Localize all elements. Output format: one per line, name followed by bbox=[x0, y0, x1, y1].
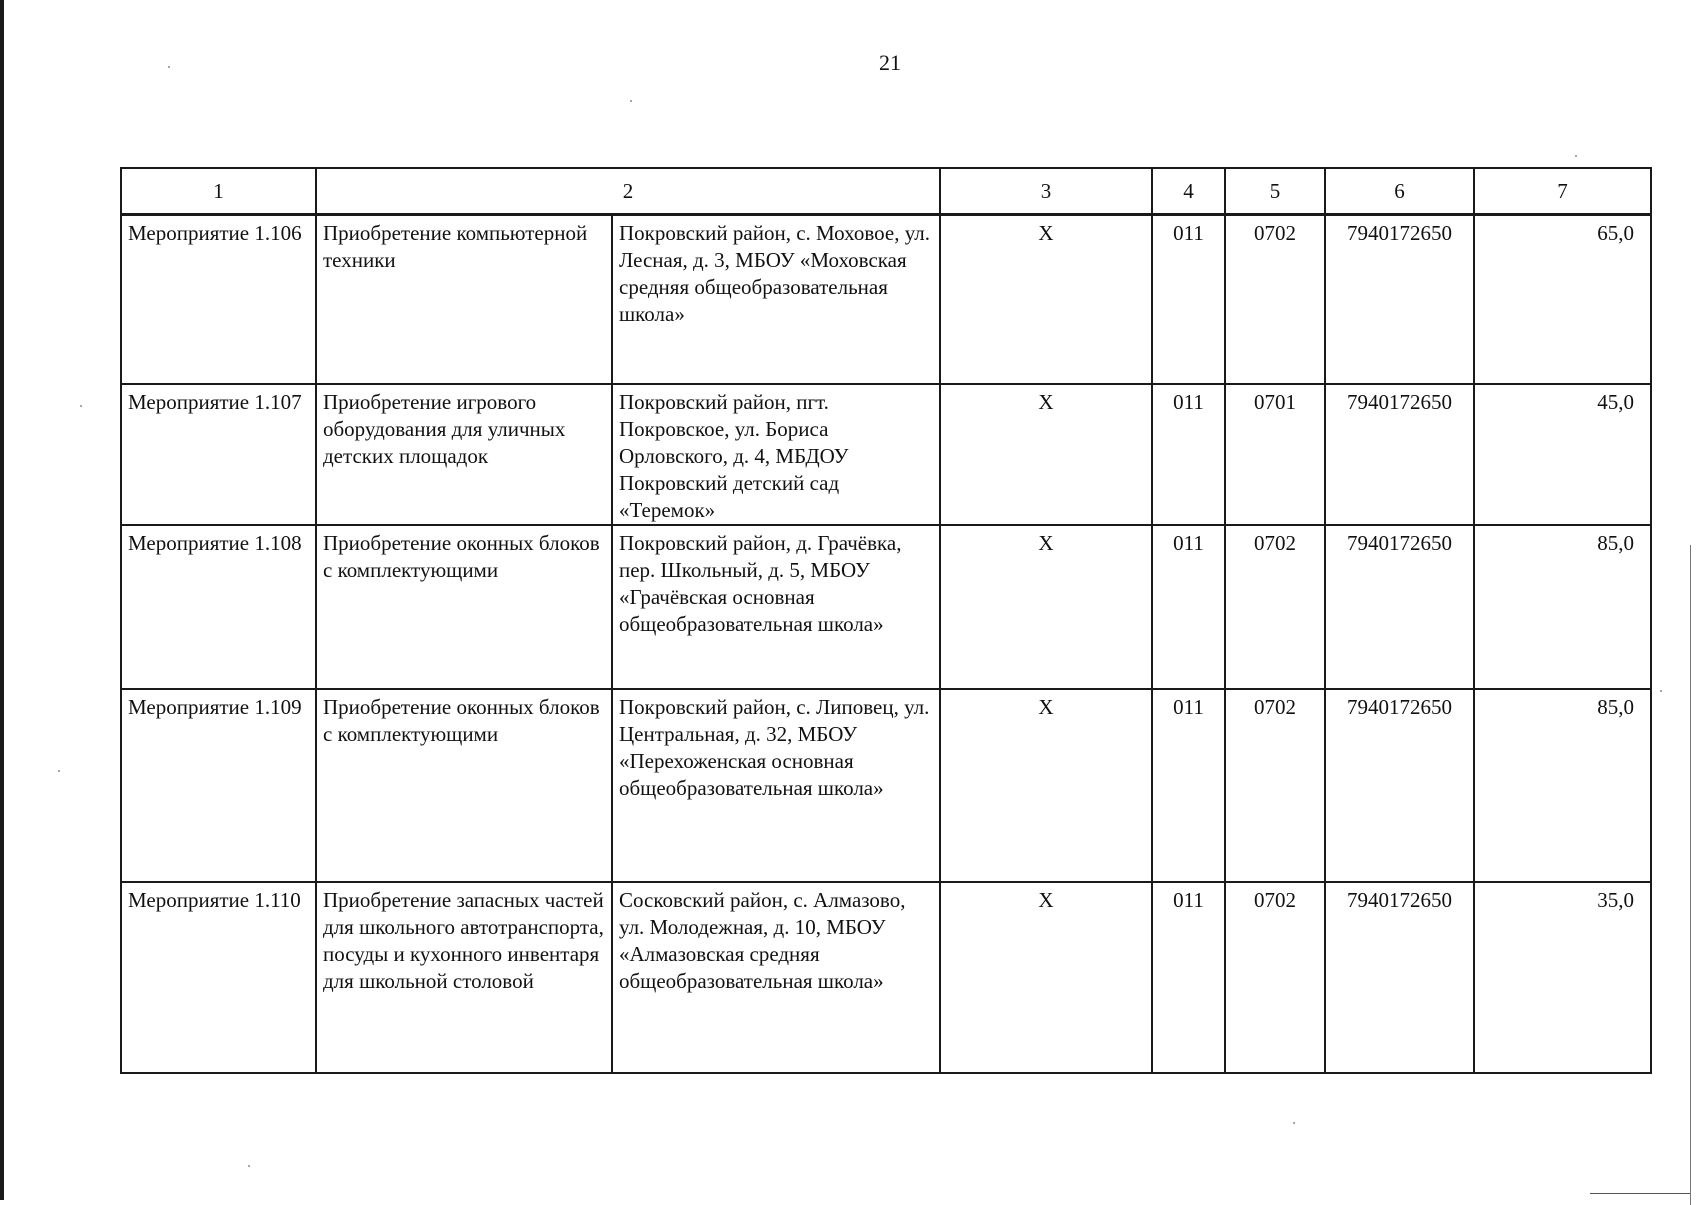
header-cell-3: 3 bbox=[940, 168, 1152, 215]
scan-speck bbox=[1575, 155, 1577, 157]
table-row bbox=[121, 882, 1651, 1073]
header-cell-1: 1 bbox=[121, 168, 316, 215]
table-row bbox=[121, 384, 1651, 525]
amount-cell: 65,0 bbox=[1474, 215, 1651, 385]
event-cell: Мероприятие 1.110 bbox=[121, 882, 316, 1073]
location-cell: Сосковский район, с. Алмазово, ул. Молодежная, д. 10, МБОУ «Алмазовская средняя общеобразовательная школа» bbox=[612, 882, 940, 1073]
amount-cell: 85,0 bbox=[1474, 525, 1651, 689]
header-cell-4: 4 bbox=[1152, 168, 1225, 215]
col5-cell: 0701 bbox=[1225, 384, 1325, 525]
location-cell: Покровский район, с. Липовец, ул. Центральная, д. 32, МБОУ «Перехоженская основная общеобразовательная школа» bbox=[612, 689, 940, 882]
scan-right-border bbox=[1690, 545, 1691, 1205]
table-row bbox=[121, 215, 1651, 385]
location-cell: Покровский район, с. Моховое, ул. Лесная, д. 3, МБОУ «Моховская средняя общеобразовательная школа» bbox=[612, 215, 940, 385]
col6-cell: 7940172650 bbox=[1325, 215, 1474, 385]
scan-speck bbox=[1660, 690, 1662, 692]
event-cell: Мероприятие 1.107 bbox=[121, 384, 316, 525]
col3-cell: X bbox=[940, 384, 1152, 525]
col6-cell: 7940172650 bbox=[1325, 384, 1474, 525]
header-cell-2: 2 bbox=[316, 168, 940, 215]
col3-cell: X bbox=[940, 689, 1152, 882]
location-cell: Покровский район, д. Грачёвка, пер. Школьный, д. 5, МБОУ «Грачёвская основная общеобразовательная школа» bbox=[612, 525, 940, 689]
amount-cell: 45,0 bbox=[1474, 384, 1651, 525]
description-cell: Приобретение компьютерной техники bbox=[316, 215, 612, 385]
scan-speck bbox=[630, 100, 632, 102]
amount-cell: 85,0 bbox=[1474, 689, 1651, 882]
amount-cell: 35,0 bbox=[1474, 882, 1651, 1073]
header-cell-5: 5 bbox=[1225, 168, 1325, 215]
scan-speck bbox=[1293, 1122, 1295, 1124]
scan-speck bbox=[80, 405, 82, 407]
table-row bbox=[121, 525, 1651, 689]
col4-cell: 011 bbox=[1152, 384, 1225, 525]
header-cell-6: 6 bbox=[1325, 168, 1474, 215]
col3-cell: X bbox=[940, 882, 1152, 1073]
col4-cell: 011 bbox=[1152, 882, 1225, 1073]
page-number: 21 bbox=[879, 50, 901, 75]
col6-cell: 7940172650 bbox=[1325, 882, 1474, 1073]
col5-cell: 0702 bbox=[1225, 882, 1325, 1073]
table-header-row bbox=[121, 168, 1651, 215]
col3-cell: X bbox=[940, 525, 1152, 689]
description-cell: Приобретение оконных блоков с комплектующими bbox=[316, 689, 612, 882]
col4-cell: 011 bbox=[1152, 689, 1225, 882]
col6-cell: 7940172650 bbox=[1325, 525, 1474, 689]
col5-cell: 0702 bbox=[1225, 525, 1325, 689]
col6-cell: 7940172650 bbox=[1325, 689, 1474, 882]
event-cell: Мероприятие 1.108 bbox=[121, 525, 316, 689]
scan-speck bbox=[58, 770, 60, 772]
col4-cell: 011 bbox=[1152, 215, 1225, 385]
location-cell: Покровский район, пгт. Покровское, ул. Бориса Орловского, д. 4, МБДОУ Покровский детский сад «Теремок» bbox=[612, 384, 940, 525]
scan-bottom-mark bbox=[1590, 1193, 1690, 1194]
event-cell: Мероприятие 1.106 bbox=[121, 215, 316, 385]
col5-cell: 0702 bbox=[1225, 215, 1325, 385]
budget-table bbox=[120, 167, 1652, 1074]
col5-cell: 0702 bbox=[1225, 689, 1325, 882]
col3-cell: X bbox=[940, 215, 1152, 385]
header-cell-7: 7 bbox=[1474, 168, 1651, 215]
table-row bbox=[121, 689, 1651, 882]
description-cell: Приобретение оконных блоков с комплектующими bbox=[316, 525, 612, 689]
description-cell: Приобретение запасных частей для школьного автотранспорта, посуды и кухонного инвентаря для школьной столовой bbox=[316, 882, 612, 1073]
col4-cell: 011 bbox=[1152, 525, 1225, 689]
scan-speck bbox=[248, 1165, 250, 1167]
scan-left-border bbox=[0, 0, 4, 1200]
event-cell: Мероприятие 1.109 bbox=[121, 689, 316, 882]
description-cell: Приобретение игрового оборудования для уличных детских площадок bbox=[316, 384, 612, 525]
